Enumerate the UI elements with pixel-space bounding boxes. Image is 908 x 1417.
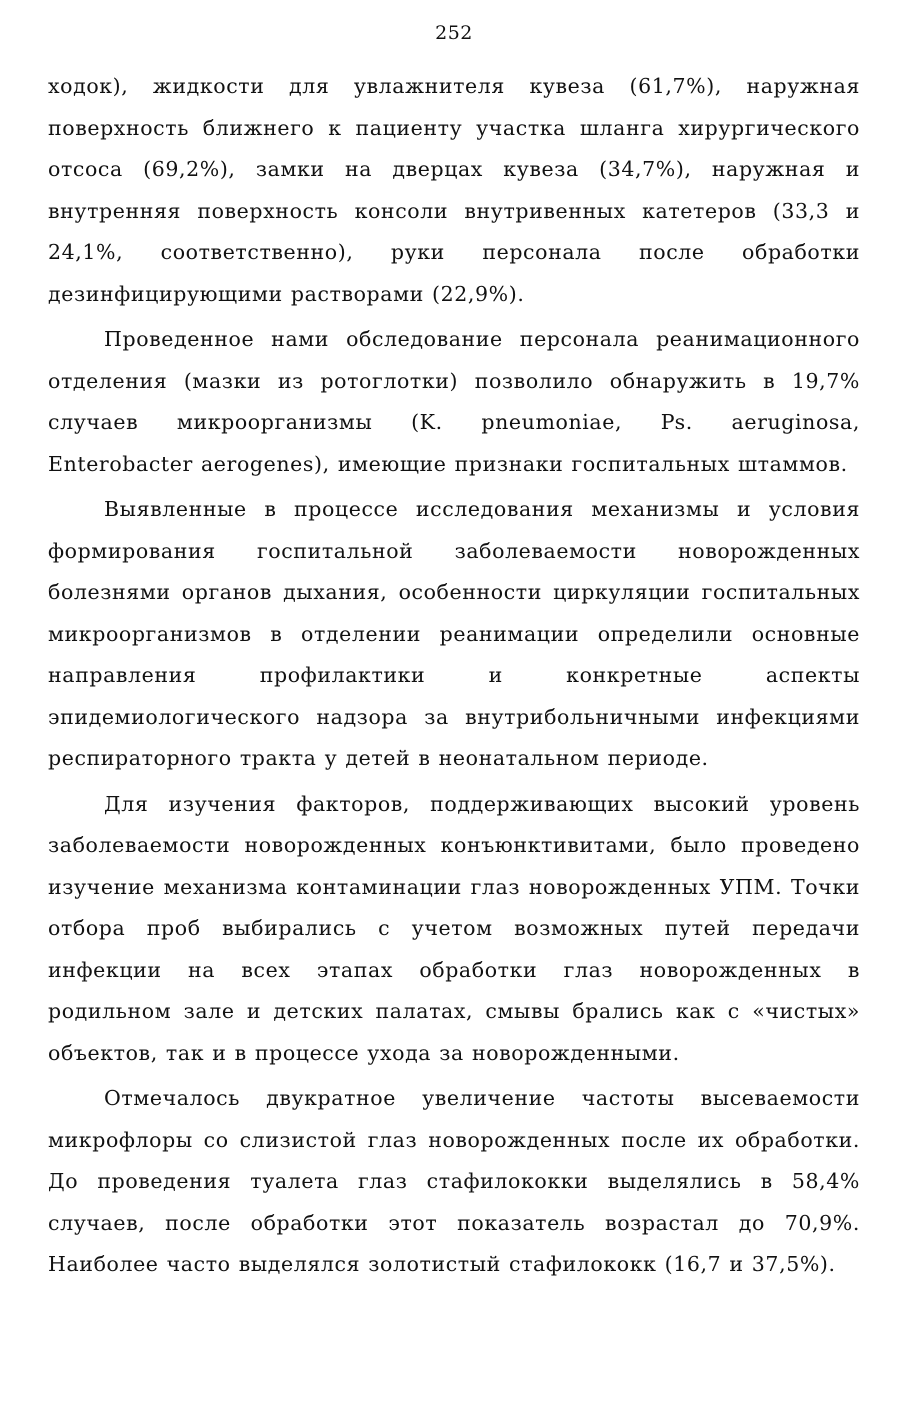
paragraph-conjunctivitis-study: Для изучения факторов, поддерживающих высокий уровень заболеваемости новорожденных конъюнктивитами, было проведено изучение механизма контаминации глаз новорожденных УПМ. Точки отбора проб выбирались с учетом возможных путей передачи инфекции на всех этапах обработки глаз новорожденных в родильном зале и детских палатах, смывы брались как с «чистых» объектов, так и в процессе ухода за новорожденными. <box>48 791 860 1065</box>
paragraph-continuation: ходок), жидкости для увлажнителя кувеза (61,7%), наружная поверхность ближнего к пациенту участка шланга хирургического отсоса (69,2%), замки на дверцах кувеза (34,7%), наружная и внутренняя поверхность консоли внутривенных катетеров (33,3 и 24,1%, соответственно), руки персонала после обработки дезинфицирующими растворами (22,9%). <box>48 74 860 306</box>
body-text <box>48 66 860 1286</box>
paragraph-eye-microflora: Отмечалось двукратное увеличение частоты высеваемости микрофлоры со слизистой глаз новорожденных после их обработки. До проведения туалета глаз стафилококки выделялись в 58,4% случаев, после обработки этот показатель возрастал до 70,9%. Наиболее часто выделялся золотистый стафилококк (16,7 и 37,5%). <box>48 1086 860 1276</box>
page-number: 252 <box>435 22 473 44</box>
paragraph-respiratory-prevention: Выявленные в процессе исследования механизмы и условия формирования госпитальной заболеваемости новорожденных болезнями органов дыхания, особенности циркуляции госпитальных микроорганизмов в отделении реанимации определили основные направления профилактики и конкретные аспекты эпидемиологического надзора за внутрибольничными инфекциями респираторного тракта у детей в неонатальном периоде. <box>48 497 860 770</box>
paragraph-staff-examination: Проведенное нами обследование персонала реанимационного отделения (мазки из ротоглотки) позволило обнаружить в 19,7% случаев микроорганизмы (K. pneumoniae, Ps. aeruginosa, Enterobacter aerogenes), имеющие признаки госпитальных штаммов. <box>48 327 860 476</box>
